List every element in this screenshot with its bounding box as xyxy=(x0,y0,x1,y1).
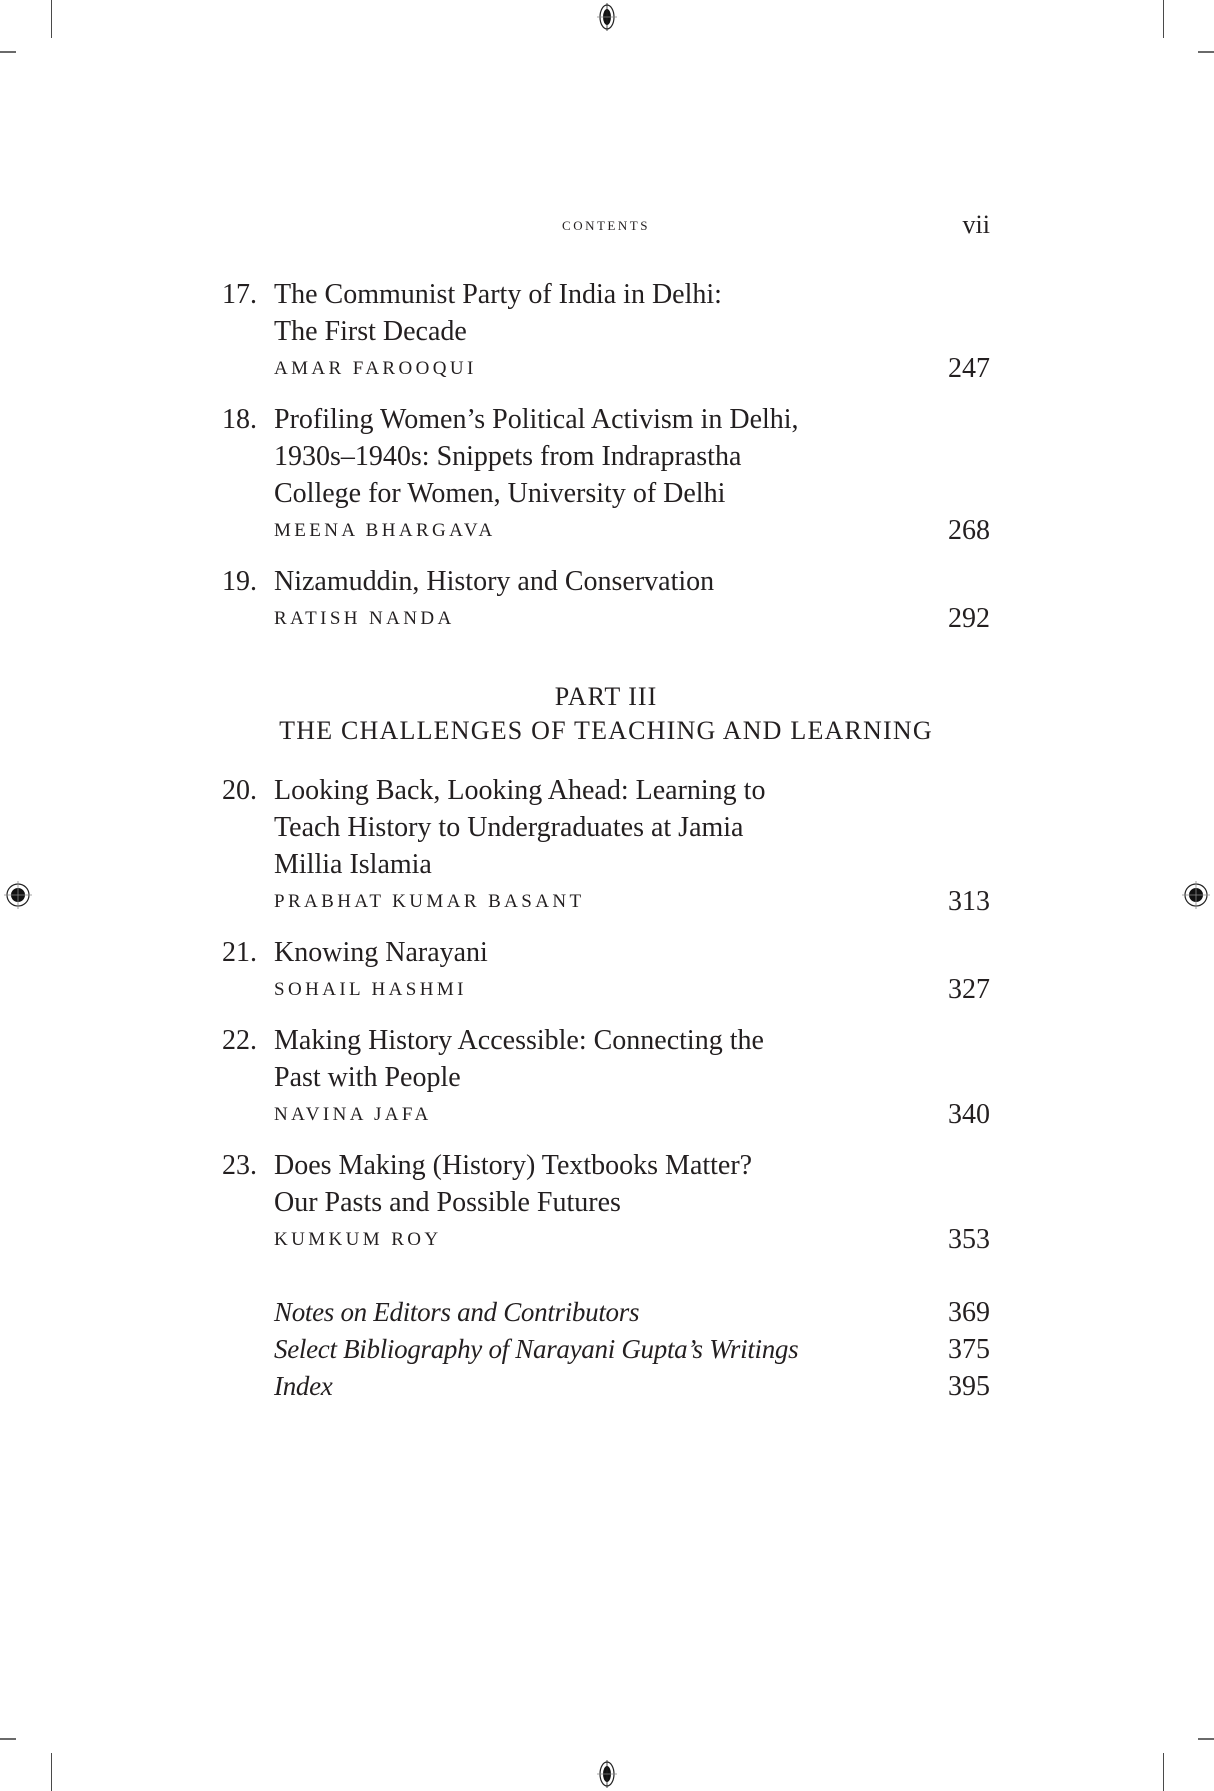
backmatter-label: Select Bibliography of Narayani Gupta’s Writings xyxy=(274,1334,799,1364)
chapter-page: 247 xyxy=(948,353,990,384)
toc-list-part3 xyxy=(222,772,990,1258)
toc-entry[interactable] xyxy=(222,401,990,549)
backmatter-list xyxy=(222,1294,990,1405)
registration-mark-left-icon xyxy=(4,881,32,909)
chapter-author: SOHAIL HASHMI xyxy=(274,979,467,1000)
chapter-page: 327 xyxy=(948,974,990,1005)
chapter-number: 18. xyxy=(222,404,257,435)
toc-entry[interactable] xyxy=(222,772,990,920)
chapter-author: NAVINA JAFA xyxy=(274,1104,432,1125)
registration-mark-bottom-icon xyxy=(593,1760,621,1788)
chapter-title-line: Nizamuddin, History and Conservation xyxy=(274,566,715,597)
chapter-author: AMAR FAROOQUI xyxy=(274,358,477,379)
chapter-title-line: College for Women, University of Delhi xyxy=(274,478,726,509)
registration-mark-top-icon xyxy=(593,3,621,31)
chapter-number: 22. xyxy=(222,1025,257,1056)
crop-mark-top-left-vertical xyxy=(51,0,52,38)
crop-mark-bottom-right-horizontal xyxy=(1198,1738,1214,1740)
crop-mark-top-right-horizontal xyxy=(1198,51,1214,53)
toc-entry[interactable] xyxy=(222,1147,990,1258)
chapter-page: 353 xyxy=(948,1224,990,1255)
chapter-title-line: Looking Back, Looking Ahead: Learning to xyxy=(274,775,766,806)
toc-entry[interactable] xyxy=(222,276,990,387)
chapter-number: 17. xyxy=(222,279,257,310)
chapter-title-line: The First Decade xyxy=(274,316,467,347)
backmatter-page: 395 xyxy=(948,1371,990,1402)
chapter-number: 20. xyxy=(222,775,257,806)
part-label: PART III xyxy=(554,682,658,711)
chapter-page: 292 xyxy=(948,603,990,634)
crop-mark-bottom-right-vertical xyxy=(1163,1753,1164,1791)
backmatter-page: 369 xyxy=(948,1297,990,1328)
chapter-title-line: Teach History to Undergraduates at Jamia xyxy=(274,812,744,843)
part-title: THE CHALLENGES OF TEACHING AND LEARNING xyxy=(279,716,933,745)
backmatter-label: Notes on Editors and Contributors xyxy=(274,1297,640,1327)
crop-mark-bottom-left-horizontal xyxy=(0,1738,16,1740)
chapter-number: 21. xyxy=(222,937,257,968)
chapter-page: 268 xyxy=(948,515,990,546)
chapter-author: KUMKUM ROY xyxy=(274,1229,442,1250)
chapter-title-line: Our Pasts and Possible Futures xyxy=(274,1187,621,1218)
chapter-author: PRABHAT KUMAR BASANT xyxy=(274,891,585,912)
backmatter-page: 375 xyxy=(948,1334,990,1365)
chapter-page: 340 xyxy=(948,1099,990,1130)
chapter-title-line: 1930s–1940s: Snippets from Indraprastha xyxy=(274,441,742,472)
running-head-title: contents xyxy=(562,214,650,235)
backmatter-entry[interactable] xyxy=(222,1331,990,1368)
toc-entry[interactable] xyxy=(222,1022,990,1133)
chapter-title-line: Making History Accessible: Connecting the xyxy=(274,1025,764,1056)
crop-mark-top-left-horizontal xyxy=(0,51,16,53)
toc-entry[interactable] xyxy=(222,934,990,1008)
running-head xyxy=(222,210,990,240)
chapter-title-line: Past with People xyxy=(274,1062,461,1093)
chapter-title-line: The Communist Party of India in Delhi: xyxy=(274,279,722,310)
crop-mark-bottom-left-vertical xyxy=(51,1753,52,1791)
toc-entry[interactable] xyxy=(222,563,990,637)
page-number: vii xyxy=(962,210,990,239)
chapter-number: 19. xyxy=(222,566,257,597)
toc-list-part2 xyxy=(222,276,990,637)
chapter-title-line: Millia Islamia xyxy=(274,849,432,880)
backmatter-entry[interactable] xyxy=(222,1294,990,1331)
backmatter-entry[interactable] xyxy=(222,1368,990,1405)
chapter-page: 313 xyxy=(948,886,990,917)
chapter-title-line: Knowing Narayani xyxy=(274,937,488,968)
chapter-author: RATISH NANDA xyxy=(274,608,455,629)
chapter-author: MEENA BHARGAVA xyxy=(274,520,496,541)
chapter-title-line: Profiling Women’s Political Activism in Delhi, xyxy=(274,404,799,435)
chapter-title-line: Does Making (History) Textbooks Matter? xyxy=(274,1150,753,1181)
backmatter-label: Index xyxy=(274,1371,333,1401)
registration-mark-right-icon xyxy=(1182,881,1210,909)
chapter-number: 23. xyxy=(222,1150,257,1181)
crop-mark-top-right-vertical xyxy=(1163,0,1164,38)
part-heading xyxy=(222,680,990,748)
